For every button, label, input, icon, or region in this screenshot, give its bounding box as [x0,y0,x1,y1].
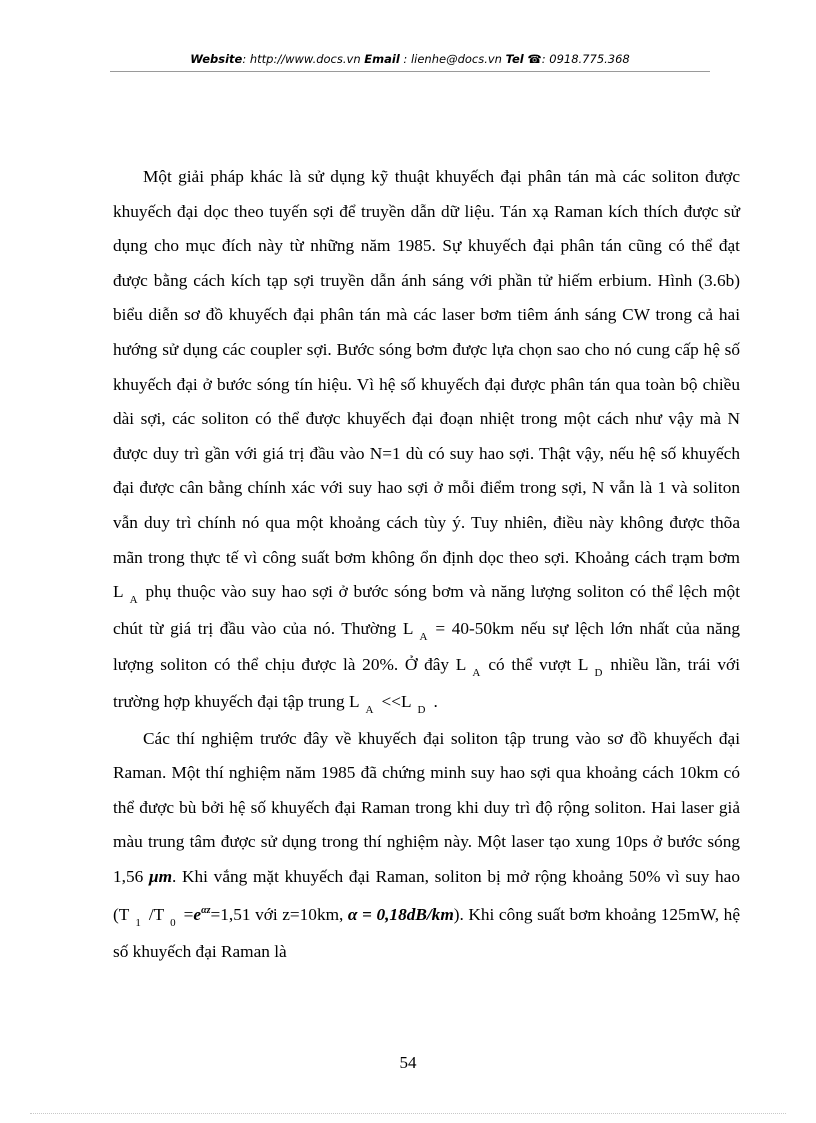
page-header [110,52,710,66]
exp-power: αz [201,905,211,917]
bottom-divider [30,1113,786,1114]
header-divider [110,71,710,72]
phone-icon: ☎ [527,52,542,66]
document-body [113,160,740,969]
paragraph-2: Các thí nghiệm trước đây về khuyếch đại soliton tập trung vào sơ đồ khuyếch đại Raman. Một thí nghiệm năm 1985 đã chứng minh suy hao sợi qua khoảng cách 10km có thể được bù bởi hệ số khuyếch đại Raman trong khi duy trì độ rộng soliton. Hai laser giả màu trung tâm được sử dụng trong thí nghiệm này. Một laser tạo xung 10ps ở bước sóng 1,56 μm. Khi vắng mặt khuyếch đại Raman, soliton bị mở rộng khoảng 50% vì suy hao (T $_1$ /T $_0 =e^{\alpha z}=1,51$ với z=10km, α = 0,18dB/km). Khi công suất bơm khoảng 125mW, hệ số khuyếch đại Raman là [113,728,740,961]
email-label: Email [364,52,400,66]
website-label: Website [190,52,243,66]
website-value: : http://www.docs.vn [242,52,361,66]
alpha-expression: α = 0,18dB/km [347,905,454,925]
micrometer-unit: μm [148,866,173,886]
paragraph-1: Một giải pháp khác là sử dụng kỹ thuật khuyếch đại phân tán mà các soliton được khuyếch đại dọc theo tuyến sợi để truyền dẫn dữ liệu. Tán xạ Raman kích thích được sử dụng cho mục đích này từ những năm 1985. Sự khuyếch đại phân tán cũng có thể đạt được bằng cách kích tạp sợi truyền dẫn ánh sáng với phần tử hiếm erbium. Hình (3.6b) biểu diễn sơ đồ khuyếch đại phân tán mà các laser bơm tiêm ánh sáng CW trong cả hai hướng sử dụng các coupler sợi. Bước sóng bơm được lựa chọn sao cho nó cung cấp hệ số khuyếch đại ở bước sóng tín hiệu. Vì hệ số khuyếch đại được phân tán qua toàn bộ chiều dài sợi, các soliton có thể được khuyếch đại đoạn nhiệt trong một cách như vậy mà N được duy trì gần với giá trị đầu vào N=1 dù có suy hao sợi. Thật vậy, nếu hệ số khuyếch đại được cân bằng chính xác với suy hao sợi ở mỗi điểm trong sợi, N vẫn là 1 và soliton vẫn duy trì chính nó qua một khoảng cách tùy ý. Tuy nhiên, điều này không được thõa mãn trong thực tế vì công suất bơm không ổn định dọc theo sợi. Khoảng cách trạm bơm L $_A$ phụ thuộc vào suy hao sợi ở bước sóng bơm và năng lượng soliton có thể lệch một chút từ giá trị đầu vào của nó. Thường L $_A$ = 40-50km nếu sự lệch lớn nhất của năng lượng soliton có thể chịu được là 20%. Ở đây L $_A$ có thể vượt L $_D$ nhiều lần, trái với trường hợp khuyếch đại tập trung L $_A$ <<L $_D$ . [113,167,740,716]
page-number: 54 [399,1053,417,1072]
exp-base: e [193,905,202,925]
email-value: : lienhe@docs.vn [403,52,502,66]
tel-value: : 0918.775.368 [541,52,630,66]
tel-label: Tel [505,52,524,66]
